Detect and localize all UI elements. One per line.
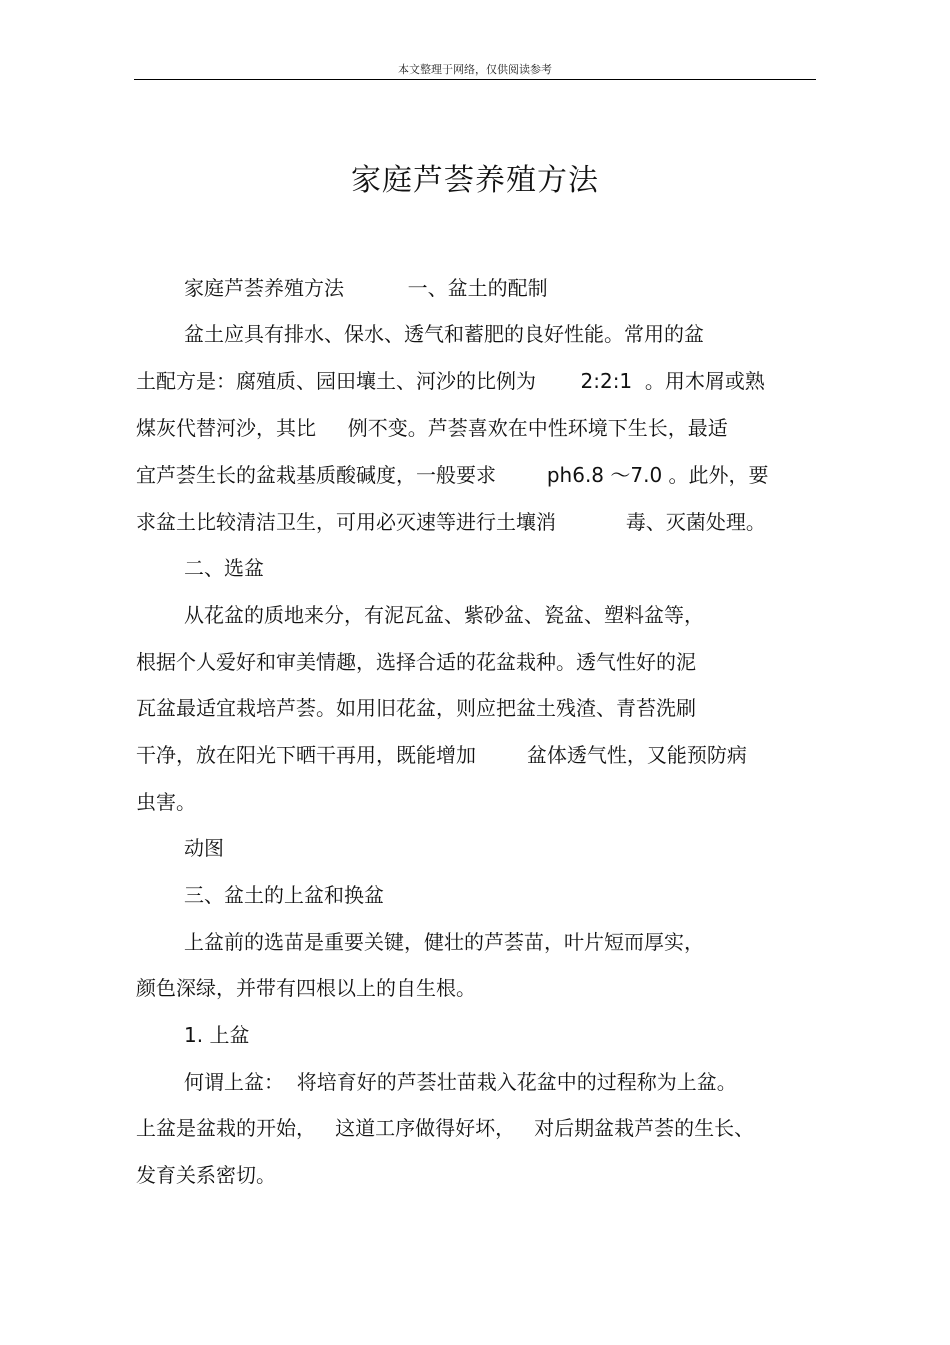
- header-rule: [134, 79, 816, 80]
- paragraph-line: 土配方是：腐殖质、园田壤土、河沙的比例为 2:2:1 。用木屑或熟: [136, 369, 765, 393]
- section-heading: 三、盆土的上盆和换盆: [184, 883, 384, 907]
- paragraph-line: 宜芦荟生长的盆栽基质酸碱度，一般要求 ph6.8 ～7.0 。此外，要: [136, 463, 769, 487]
- subsection-heading: 1. 上盆: [184, 1023, 250, 1047]
- paragraph-line: 干净，放在阳光下晒干再用，既能增加 盆体透气性，又能预防病: [136, 743, 747, 767]
- paragraph-line: 从花盆的质地来分，有泥瓦盆、紫砂盆、瓷盆、塑料盆等，: [184, 603, 704, 627]
- paragraph-line: 盆土应具有排水、保水、透气和蓄肥的良好性能。常用的盆: [184, 322, 704, 346]
- paragraph-line: 颜色深绿，并带有四根以上的自生根。: [136, 976, 476, 1000]
- paragraph-line: 瓦盆最适宜栽培芦荟。如用旧花盆，则应把盆土残渣、青苔洗刷: [136, 696, 696, 720]
- page-title: 家庭芦荟养殖方法: [351, 163, 599, 198]
- paragraph-line: 上盆前的选苗是重要关键，健壮的芦荟苗，叶片短而厚实，: [184, 930, 704, 954]
- section-heading: 二、选盆: [184, 556, 264, 580]
- paragraph-line: 煤灰代替河沙，其比 例不变。芦荟喜欢在中性环境下生长，最适: [136, 416, 728, 440]
- header-note: 本文整理于网络，仅供阅读参考: [398, 63, 552, 76]
- paragraph-line: 动图: [184, 836, 224, 860]
- paragraph-line: 发育关系密切。: [136, 1163, 276, 1187]
- paragraph-line: 上盆是盆栽的开始， 这道工序做得好坏， 对后期盆栽芦荟的生长、: [136, 1116, 755, 1140]
- paragraph-line: 根据个人爱好和审美情趣，选择合适的花盆栽种。透气性好的泥: [136, 650, 696, 674]
- paragraph-line: 求盆土比较清洁卫生，可用必灭速等进行土壤消 毒、灭菌处理。: [136, 510, 766, 534]
- paragraph-line: 虫害。: [136, 790, 196, 814]
- paragraph-line: 何谓上盆： 将培育好的芦荟壮苗栽入花盆中的过程称为上盆。: [184, 1070, 737, 1094]
- paragraph-line: 家庭芦荟养殖方法 一、盆土的配制: [184, 276, 548, 300]
